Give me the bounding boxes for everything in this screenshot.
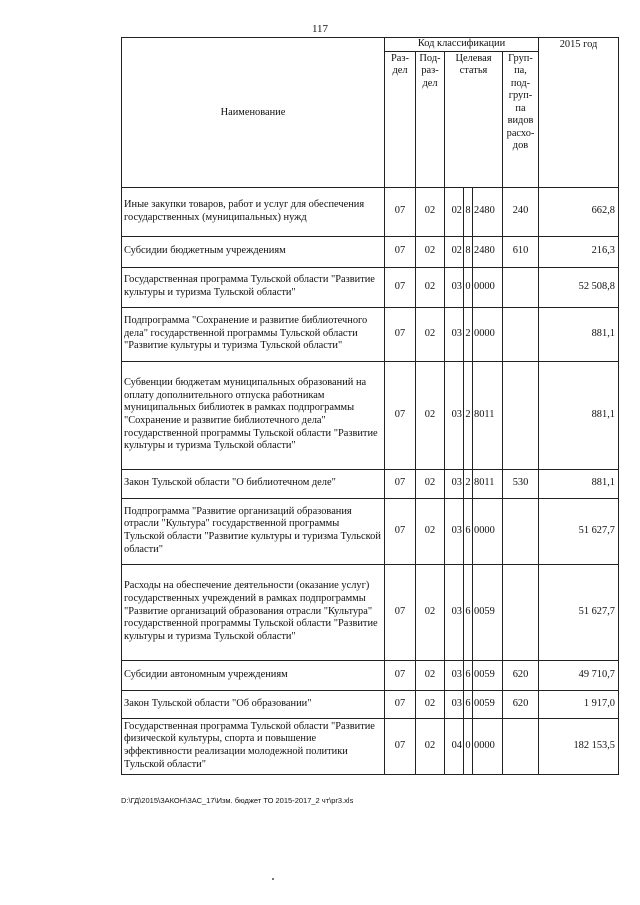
cell-razdel: 07 [385,498,416,564]
cell-razdel: 07 [385,660,416,690]
cell-t1: 02 [445,187,464,236]
table-row [122,307,619,361]
cell-podrazdel: 02 [416,361,445,469]
table-row [122,187,619,236]
header-podrazdel: Под- раз- дел [416,51,445,187]
budget-table [121,37,619,775]
cell-razdel: 07 [385,469,416,498]
cell-t2: 6 [464,564,473,660]
header-razdel: Раз- дел [385,51,416,187]
cell-name: Государственная программа Тульской области "Развитие физической культуры, спорта и повышение эффективности реализации молодежной политики Тульской области" [122,718,385,774]
cell-podrazdel: 02 [416,187,445,236]
cell-t3: 2480 [473,187,503,236]
cell-name: Закон Тульской области "О библиотечном деле" [122,469,385,498]
cell-podrazdel: 02 [416,564,445,660]
cell-amount: 182 153,5 [539,718,619,774]
cell-amount: 881,1 [539,307,619,361]
cell-podrazdel: 02 [416,660,445,690]
cell-group [503,498,539,564]
cell-amount: 216,3 [539,236,619,267]
cell-name: Расходы на обеспечение деятельности (оказание услуг) государственных учреждений в рамках подпрограммы "Развитие организаций образования отрасли "Культура" государственной программы Тульской области "Развитие культуры и туризма Тульской области" [122,564,385,660]
cell-group [503,718,539,774]
cell-podrazdel: 02 [416,469,445,498]
cell-podrazdel: 02 [416,236,445,267]
cell-name: Государственная программа Тульской области "Развитие культуры и туризма Тульской области" [122,267,385,307]
cell-razdel: 07 [385,564,416,660]
cell-group [503,564,539,660]
cell-amount: 1 917,0 [539,690,619,718]
cell-razdel: 07 [385,307,416,361]
cell-razdel: 07 [385,690,416,718]
cell-podrazdel: 02 [416,690,445,718]
table-row [122,660,619,690]
cell-group: 620 [503,660,539,690]
cell-t1: 03 [445,498,464,564]
cell-name: Субсидии бюджетным учреждениям [122,236,385,267]
cell-t3: 8011 [473,361,503,469]
cell-name: Подпрограмма "Сохранение и развитие библиотечного дела" государственной программы Тульской области "Развитие культуры и туризма Тульской области" [122,307,385,361]
cell-group: 620 [503,690,539,718]
header-code-group: Код классификации [385,38,539,52]
cell-t1: 03 [445,307,464,361]
header-group: Груп- па, под- груп- па видов расхо- дов [503,51,539,187]
cell-amount: 881,1 [539,469,619,498]
page-number: 117 [311,23,329,35]
cell-group: 610 [503,236,539,267]
cell-amount: 51 627,7 [539,564,619,660]
cell-group: 530 [503,469,539,498]
cell-podrazdel: 02 [416,718,445,774]
cell-name: Подпрограмма "Развитие организаций образования отрасли "Культура" государственной программы Тульской области "Развитие культуры и туризма Тульской области" [122,498,385,564]
table-row [122,690,619,718]
cell-amount: 881,1 [539,361,619,469]
table-row [122,718,619,774]
cell-name: Иные закупки товаров, работ и услуг для обеспечения государственных (муниципальных) нужд [122,187,385,236]
cell-t1: 03 [445,564,464,660]
cell-t1: 03 [445,469,464,498]
scan-speck [272,878,274,880]
cell-amount: 49 710,7 [539,660,619,690]
cell-name: Субвенции бюджетам муниципальных образований на оплату дополнительного отпуска работникам муниципальных библиотек в рамках подпрограммы "Сохранение и развитие библиотечного дела" государственной программы Тульской области "Развитие культуры и туризма Тульской области" [122,361,385,469]
cell-t2: 6 [464,660,473,690]
cell-t3: 0000 [473,718,503,774]
cell-t2: 8 [464,236,473,267]
cell-t2: 0 [464,718,473,774]
cell-t2: 2 [464,469,473,498]
cell-amount: 51 627,7 [539,498,619,564]
cell-t2: 2 [464,361,473,469]
cell-t3: 8011 [473,469,503,498]
cell-t2: 0 [464,267,473,307]
cell-razdel: 07 [385,718,416,774]
cell-t1: 02 [445,236,464,267]
cell-group: 240 [503,187,539,236]
header-name: Наименование [122,38,385,188]
table-row [122,361,619,469]
cell-amount: 662,8 [539,187,619,236]
table-row [122,498,619,564]
cell-podrazdel: 02 [416,307,445,361]
cell-t3: 0000 [473,498,503,564]
cell-razdel: 07 [385,361,416,469]
cell-t3: 0000 [473,267,503,307]
cell-t1: 03 [445,267,464,307]
cell-name: Закон Тульской области "Об образовании" [122,690,385,718]
cell-t1: 03 [445,690,464,718]
table-row [122,469,619,498]
cell-name: Субсидии автономным учреждениям [122,660,385,690]
table-body [122,187,619,774]
header-target: Целевая статья [445,51,503,187]
cell-t2: 6 [464,690,473,718]
cell-razdel: 07 [385,267,416,307]
cell-podrazdel: 02 [416,267,445,307]
cell-group [503,307,539,361]
cell-t1: 03 [445,361,464,469]
header-year: 2015 год [539,38,619,188]
cell-t3: 2480 [473,236,503,267]
cell-t3: 0059 [473,564,503,660]
cell-t3: 0059 [473,660,503,690]
cell-t1: 04 [445,718,464,774]
file-path-footer: D:\ГД\2015\ЗАКОН\ЗАС_17\Изм. бюджет ТО 2015-2017_2 чт\pr3.xls [121,796,354,805]
cell-podrazdel: 02 [416,498,445,564]
cell-t3: 0059 [473,690,503,718]
table-row [122,267,619,307]
cell-t2: 2 [464,307,473,361]
cell-group [503,361,539,469]
cell-t3: 0000 [473,307,503,361]
cell-t2: 8 [464,187,473,236]
cell-t1: 03 [445,660,464,690]
table-row [122,236,619,267]
cell-razdel: 07 [385,187,416,236]
table-row [122,564,619,660]
cell-amount: 52 508,8 [539,267,619,307]
cell-group [503,267,539,307]
cell-t2: 6 [464,498,473,564]
cell-razdel: 07 [385,236,416,267]
